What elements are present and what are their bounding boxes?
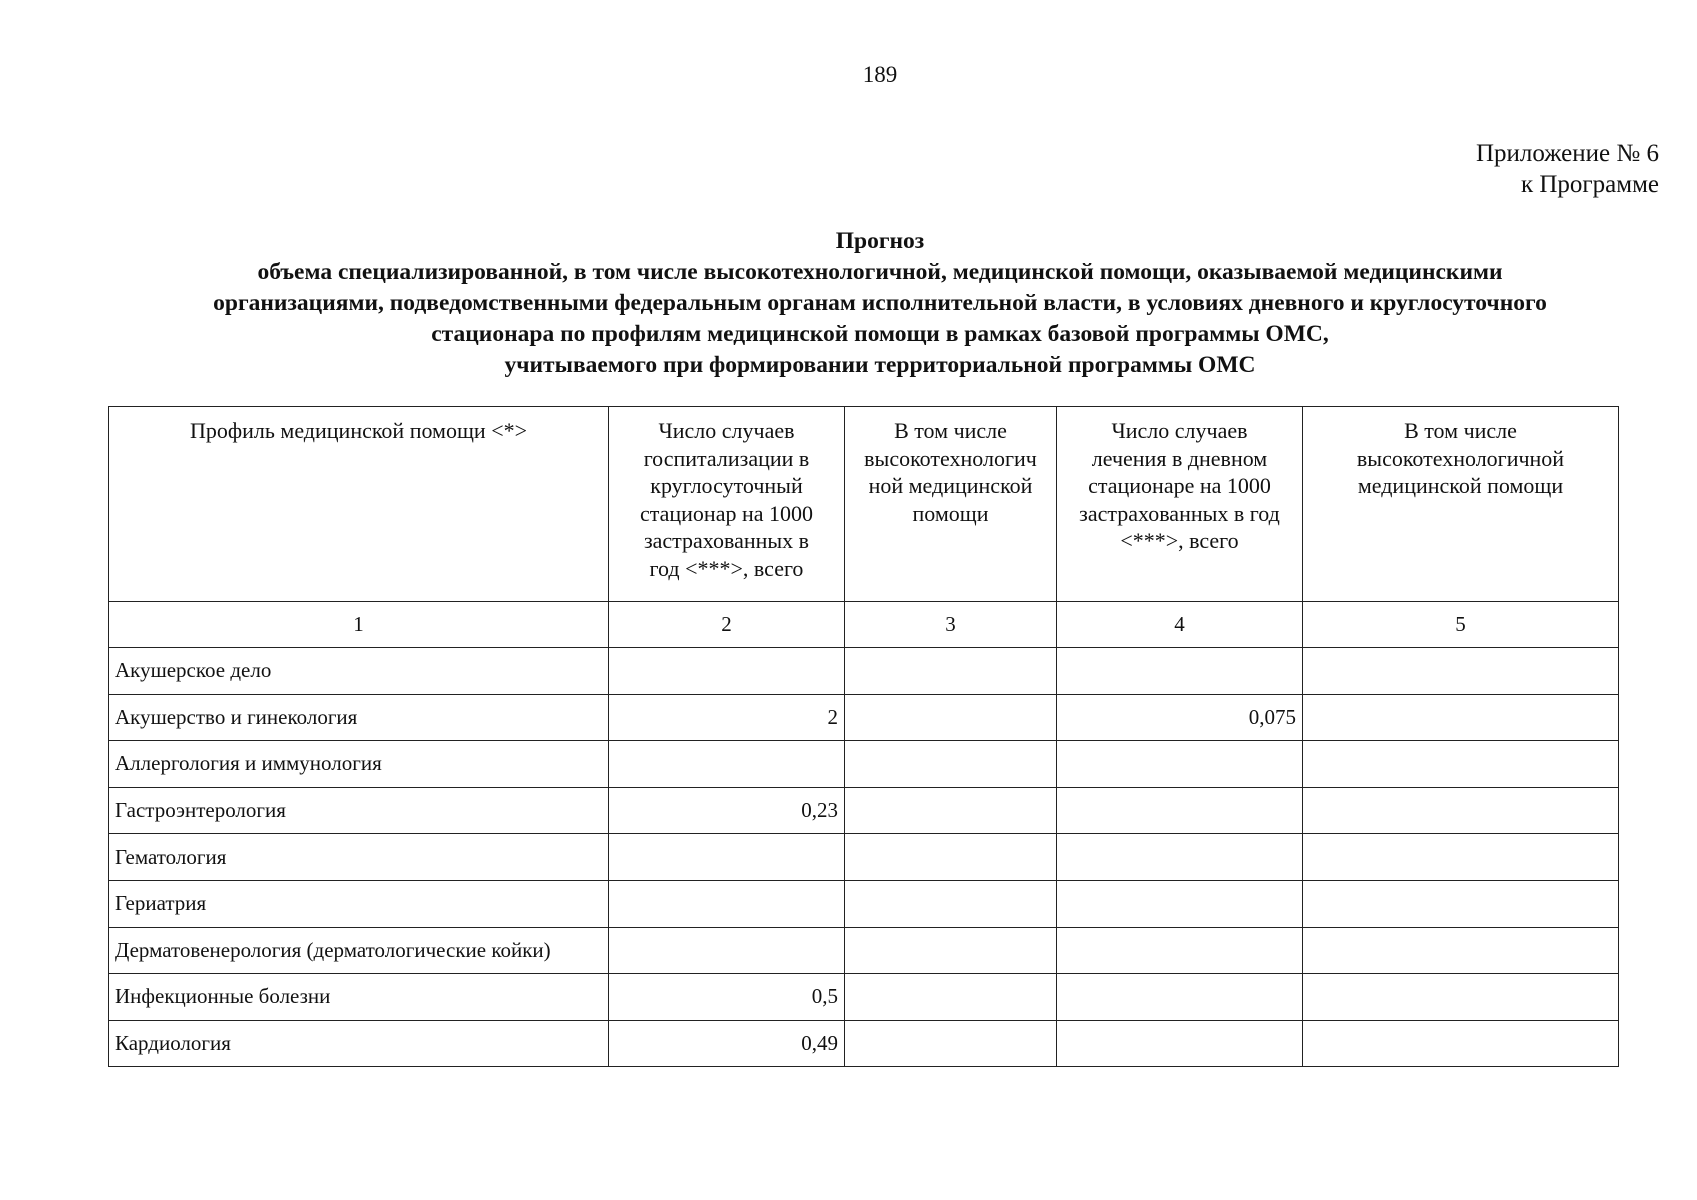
- column-number: 3: [845, 602, 1057, 648]
- value-cell-c2: [609, 648, 845, 695]
- value-cell-c3: [845, 834, 1057, 881]
- header-line: стационар на 1000: [639, 500, 814, 526]
- forecast-table: [108, 406, 1619, 1067]
- header-line: медицинской помощи: [1357, 473, 1564, 498]
- column-number-row: [109, 602, 1619, 648]
- header-line: год <***>, всего: [649, 555, 804, 581]
- header-hospital-cases: [609, 407, 845, 602]
- profile-name-cell: Акушерское дело: [109, 648, 609, 695]
- column-number: 5: [1303, 602, 1619, 648]
- value-cell-c4: [1057, 787, 1303, 834]
- title-line-2: объема специализированной, в том числе высокотехнологичной, медицинской помощи, оказываемой медицинскими: [257, 259, 1503, 285]
- value-cell-c4: [1057, 927, 1303, 974]
- table-row: [109, 974, 1619, 1021]
- header-line: лечения в дневном: [1091, 445, 1268, 471]
- header-line: госпитализации в: [643, 445, 810, 471]
- header-line: высокотехнологичной: [1356, 445, 1565, 471]
- header-line: застрахованных в год: [1079, 500, 1280, 526]
- table-row: [109, 927, 1619, 974]
- header-line: Профиль медицинской помощи <*>: [189, 418, 528, 443]
- value-cell-c3: [845, 927, 1057, 974]
- appendix-line-1: Приложение № 6: [1475, 140, 1659, 167]
- title-line-4: стационара по профилям медицинской помощи в рамках базовой программы ОМС,: [431, 321, 1329, 347]
- value-cell-c4: [1057, 880, 1303, 927]
- value-cell-c2: 0,49: [609, 1020, 845, 1067]
- value-cell-c2: [609, 927, 845, 974]
- header-line: В том числе: [894, 418, 1007, 443]
- document-title: [100, 226, 1660, 381]
- title-line-5: учитываемого при формировании территориальной программы ОМС: [504, 352, 1256, 378]
- profile-name-cell: Аллергология и иммунология: [109, 741, 609, 788]
- value-cell-c5: [1303, 927, 1619, 974]
- header-line: Число случаев: [1111, 418, 1248, 443]
- profile-name-cell: Гериатрия: [109, 880, 609, 927]
- value-cell-c4: [1057, 834, 1303, 881]
- table-row: [109, 648, 1619, 695]
- value-cell-c5: [1303, 787, 1619, 834]
- value-cell-c5: [1303, 834, 1619, 881]
- title-line-1: Прогноз: [835, 228, 925, 254]
- value-cell-c4: [1057, 648, 1303, 695]
- profile-name-cell: Гематология: [109, 834, 609, 881]
- header-day-stationary-cases: [1057, 407, 1303, 602]
- value-cell-c3: [845, 648, 1057, 695]
- header-line: круглосуточный: [650, 473, 803, 498]
- header-line: Число случаев: [658, 418, 795, 443]
- column-number: 4: [1057, 602, 1303, 648]
- appendix-line-2: к Программе: [1520, 171, 1659, 198]
- value-cell-c5: [1303, 648, 1619, 695]
- value-cell-c5: [1303, 880, 1619, 927]
- value-cell-c2: [609, 880, 845, 927]
- header-line: стационаре на 1000: [1088, 473, 1271, 498]
- header-line: застрахованных в: [643, 528, 810, 553]
- value-cell-c5: [1303, 694, 1619, 741]
- value-cell-c3: [845, 787, 1057, 834]
- value-cell-c4: [1057, 974, 1303, 1021]
- value-cell-c5: [1303, 741, 1619, 788]
- header-line: помощи: [912, 500, 989, 526]
- value-cell-c5: [1303, 974, 1619, 1021]
- value-cell-c2: 0,5: [609, 974, 845, 1021]
- value-cell-c5: [1303, 1020, 1619, 1067]
- profile-name-cell: Акушерство и гинекология: [109, 694, 609, 741]
- value-cell-c2: 2: [609, 694, 845, 741]
- appendix-reference: [1476, 138, 1659, 200]
- value-cell-c3: [845, 1020, 1057, 1067]
- column-number: 2: [609, 602, 845, 648]
- value-cell-c3: [845, 880, 1057, 927]
- header-profile: [109, 407, 609, 602]
- table-row: [109, 787, 1619, 834]
- page-number: 189: [862, 62, 898, 87]
- title-line-3: организациями, подведомственными федеральным органам исполнительной власти, в условиях дневного и круглосуточного: [213, 290, 1547, 316]
- header-hospital-high-tech: [845, 407, 1057, 602]
- header-line: ной медицинской: [868, 473, 1033, 498]
- value-cell-c3: [845, 741, 1057, 788]
- header-line: В том числе: [1404, 418, 1517, 443]
- value-cell-c3: [845, 974, 1057, 1021]
- profile-name-cell: Гастроэнтерология: [109, 787, 609, 834]
- table-row: [109, 1020, 1619, 1067]
- value-cell-c3: [845, 694, 1057, 741]
- table-row: [109, 741, 1619, 788]
- column-number: 1: [109, 602, 609, 648]
- table-header-row: [109, 407, 1619, 602]
- value-cell-c2: 0,23: [609, 787, 845, 834]
- value-cell-c4: [1057, 741, 1303, 788]
- header-line: <***>, всего: [1120, 528, 1239, 553]
- header-day-stationary-high-tech: [1303, 407, 1619, 602]
- table-row: [109, 694, 1619, 741]
- profile-name-cell: Инфекционные болезни: [109, 974, 609, 1021]
- value-cell-c4: 0,075: [1057, 694, 1303, 741]
- profile-name-cell: Кардиология: [109, 1020, 609, 1067]
- table-row: [109, 834, 1619, 881]
- value-cell-c2: [609, 834, 845, 881]
- value-cell-c4: [1057, 1020, 1303, 1067]
- value-cell-c2: [609, 741, 845, 788]
- profile-name-cell: Дерматовенерология (дерматологические койки): [109, 927, 609, 974]
- table-row: [109, 880, 1619, 927]
- header-line: высокотехнологич: [864, 445, 1037, 471]
